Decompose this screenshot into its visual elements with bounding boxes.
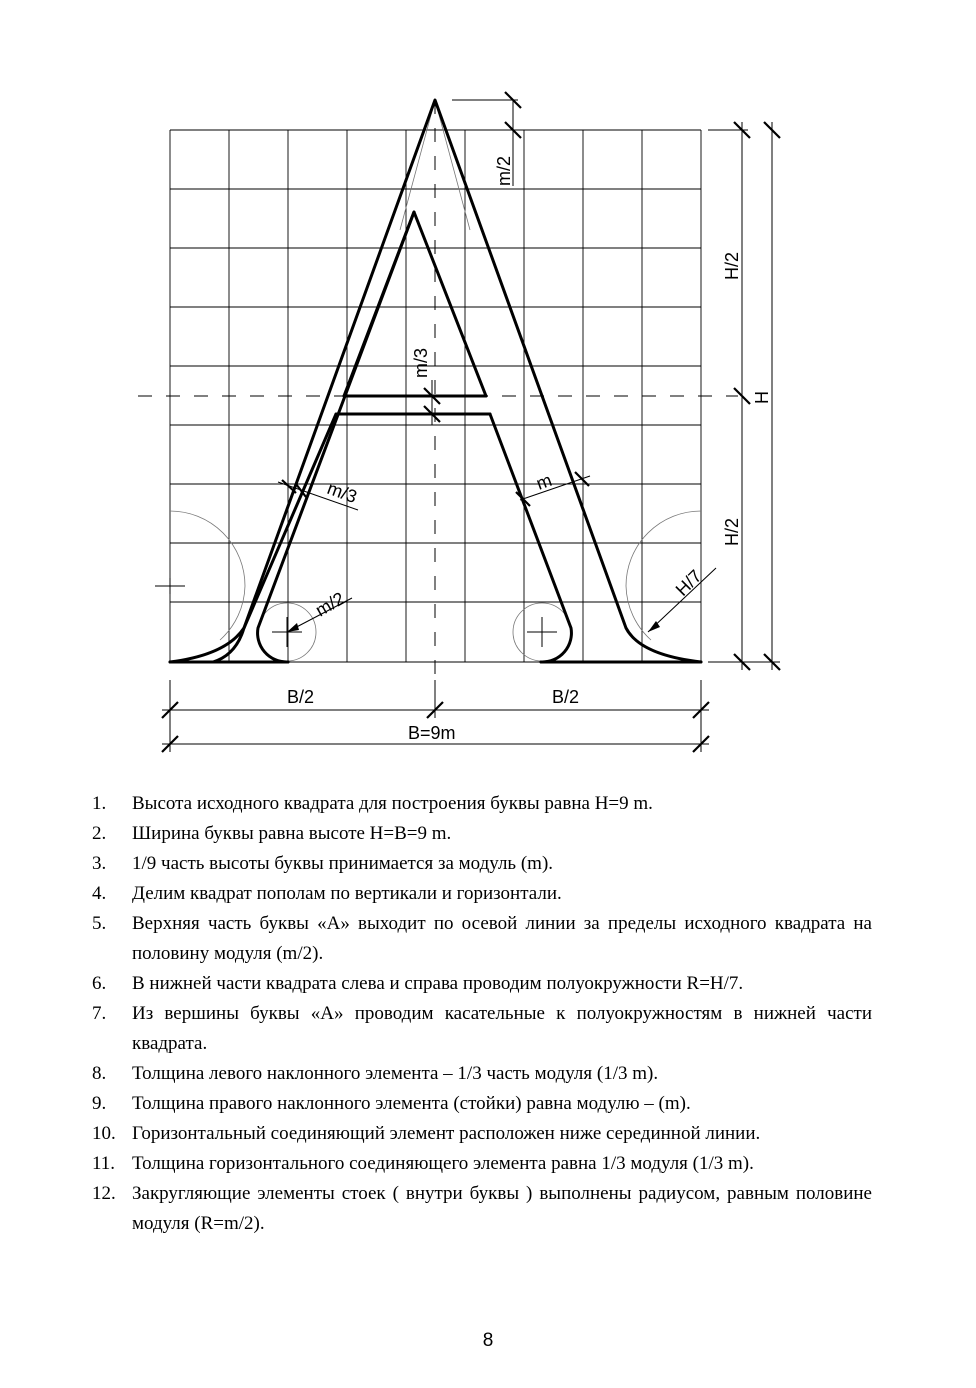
rule-item: 5. Верхняя часть буквы «А» выходит по осевой линии за пределы исходного квадрата на половину модуля (m/2). <box>92 913 872 964</box>
rule-item: 12. Закругляющие элементы стоек ( внутри буквы ) выполнены радиусом, равным половине модуля (R=m/2). <box>92 1183 872 1234</box>
letter-a-left-inner-stroke <box>258 212 486 662</box>
dim-label-h-total: H <box>752 391 772 404</box>
tangent-helper-line <box>400 100 435 230</box>
rule-text: Делим квадрат пополам по вертикали и горизонтали. <box>132 883 562 904</box>
rule-text: Закругляющие элементы стоек ( внутри буквы ) выполнены радиусом, равным половине модуля (R=m/2). <box>132 1183 872 1234</box>
dim-label-b-half-right: B/2 <box>552 687 580 707</box>
dim-label-h-seventh: H/7 <box>671 565 706 600</box>
page-number: 8 <box>482 1330 494 1351</box>
rule-item: 1. Высота исходного квадрата для построения буквы равна H=9 m. <box>92 793 653 814</box>
rule-text: Верхняя часть буквы «А» выходит по осевой линии за пределы исходного квадрата на половину модуля (m/2). <box>132 913 872 964</box>
rule-text: Высота исходного квадрата для построения буквы равна H=9 m. <box>132 793 653 814</box>
dim-label-b-total: B=9m <box>408 723 456 743</box>
rule-item: 3. 1/9 часть высоты буквы принимается за модуль (m). <box>92 853 554 874</box>
construction-rules-list <box>92 789 872 1239</box>
left-construction-semicircle <box>170 511 245 640</box>
rule-item: 7. Из вершины буквы «А» проводим касательные к полуокружностям в нижней части квадрата. <box>92 1003 872 1054</box>
rule-text: Толщина левого наклонного элемента – 1/3 часть модуля (1/3 m). <box>132 1063 659 1084</box>
rule-item: 6. В нижней части квадрата слева и справа проводим полуокружности R=H/7. <box>92 973 744 994</box>
rule-item: 9. Толщина правого наклонного элемента (стойки) равна модулю – (m). <box>92 1093 691 1114</box>
rule-text: В нижней части квадрата слева и справа проводим полуокружности R=H/7. <box>132 973 744 994</box>
rule-text: Толщина горизонтального соединяющего элемента равна 1/3 модуля (1/3 m). <box>132 1153 754 1174</box>
center-marks <box>155 578 557 647</box>
rule-item: 10. Горизонтальный соединяющий элемент расположен ниже серединной линии. <box>92 1123 761 1144</box>
rule-item: 8. Толщина левого наклонного элемента – 1/3 часть модуля (1/3 m). <box>92 1063 659 1084</box>
dim-label-m-half-bottom: m/2 <box>312 588 348 621</box>
rule-item: 4. Делим квадрат пополам по вертикали и горизонтали. <box>92 883 562 904</box>
letter-a-crossbar-bottom <box>244 414 490 628</box>
letter-a-left-stroke-inner-edge <box>344 212 414 396</box>
rule-text: Горизонтальный соединяющий элемент расположен ниже серединной линии. <box>132 1123 761 1144</box>
rule-text: Толщина правого наклонного элемента (стойки) равна модулю – (m). <box>132 1093 691 1114</box>
dim-center-m-third <box>424 380 440 425</box>
rule-item: 2. Ширина буквы равна высоте H=B=9 m. <box>92 823 452 844</box>
dim-label-b-half-left: B/2 <box>287 687 315 707</box>
dim-label-m-half-top: m/2 <box>494 155 514 186</box>
dim-label-m-right: m <box>533 469 555 494</box>
dim-label-m-third-center: m/3 <box>411 347 431 378</box>
dim-label-h-half-upper: H/2 <box>722 251 742 280</box>
rule-item: 11. Толщина горизонтального соединяющего элемента равна 1/3 модуля (1/3 m). <box>92 1153 754 1174</box>
rule-text: Ширина буквы равна высоте H=B=9 m. <box>132 823 452 844</box>
letter-a-right-inner-stroke <box>490 414 571 662</box>
rule-text: 1/9 часть высоты буквы принимается за модуль (m). <box>132 853 554 874</box>
dim-label-m-third-left: m/3 <box>324 477 360 508</box>
dim-label-h-half-lower: H/2 <box>722 517 742 546</box>
rule-text: Из вершины буквы «А» проводим касательные к полуокружностям в нижней части квадрата. <box>132 1003 872 1054</box>
